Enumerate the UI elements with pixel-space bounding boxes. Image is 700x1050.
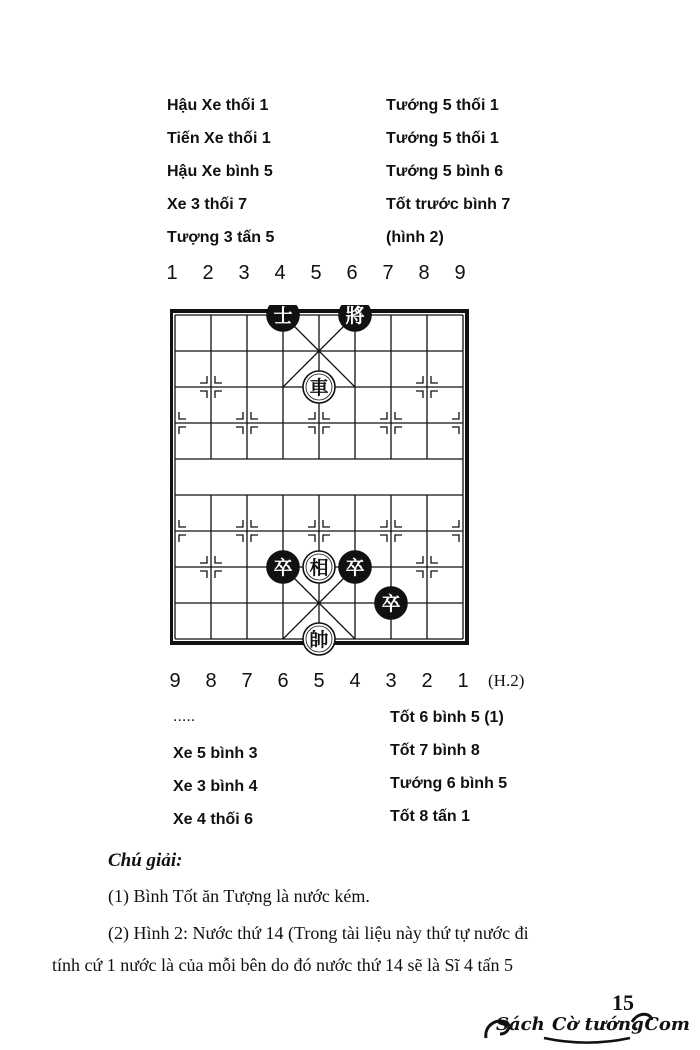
position-marker [416, 376, 423, 383]
black-piece [267, 551, 299, 583]
position-marker [236, 520, 243, 527]
piece-label: 帥 [309, 629, 329, 651]
position-marker [308, 535, 315, 542]
watermark-text-1: Sách [496, 1014, 545, 1035]
black-piece [267, 305, 299, 331]
position-marker [200, 571, 207, 578]
move-line: Hậu Xe thối 1 [167, 97, 269, 114]
board-grid [171, 311, 467, 643]
position-marker [251, 412, 258, 419]
position-marker [251, 427, 258, 434]
file-number: 5 [313, 670, 325, 692]
position-marker [416, 391, 423, 398]
file-number: 5 [310, 262, 322, 284]
file-number: 1 [457, 670, 469, 692]
position-marker [179, 535, 186, 542]
figure-reference: (H.2) [488, 671, 525, 690]
moves-top-right [386, 89, 510, 254]
piece-label: 相 [309, 557, 329, 579]
position-marker [395, 520, 402, 527]
file-number: 9 [169, 670, 181, 692]
position-marker [215, 556, 222, 563]
file-number: 3 [238, 262, 250, 284]
position-marker [251, 520, 258, 527]
position-marker [452, 427, 459, 434]
move-line: Tốt trước bình 7 [386, 196, 511, 213]
moves-bottom-left [173, 737, 257, 836]
position-marker [179, 427, 186, 434]
position-marker [431, 376, 438, 383]
black-piece [339, 305, 371, 331]
position-marker [323, 520, 330, 527]
move-line: Xe 4 thối 6 [173, 811, 254, 828]
move-line: Xe 3 bình 4 [173, 778, 258, 795]
piece-label: 將 [345, 305, 365, 327]
position-marker [308, 520, 315, 527]
move-line: Xe 3 thối 7 [167, 196, 248, 213]
page-number: 15 [612, 990, 634, 1015]
position-marker [179, 520, 186, 527]
ellipsis: ..... [173, 708, 196, 725]
position-marker [200, 391, 207, 398]
note-2-line-2: tính cứ 1 nước là của mỗi bên do đó nước thứ 14 sẽ là Sĩ 4 tấn 5 [52, 955, 513, 975]
position-marker [251, 535, 258, 542]
position-marker [236, 535, 243, 542]
file-number: 4 [349, 670, 361, 692]
position-marker [323, 427, 330, 434]
position-marker [323, 535, 330, 542]
red-piece [303, 371, 335, 403]
move-line: Hậu Xe bình 5 [167, 163, 273, 180]
file-number: 1 [166, 262, 178, 284]
move-line: Tốt 8 tấn 1 [390, 808, 471, 825]
move-line: Tướng 6 bình 5 [390, 775, 508, 792]
position-marker [215, 391, 222, 398]
position-marker [308, 427, 315, 434]
black-piece [339, 551, 371, 583]
position-marker [431, 391, 438, 398]
move-line: Tướng 5 thối 1 [386, 130, 499, 147]
piece-label: 卒 [381, 593, 401, 615]
watermark-text-3: . Com [632, 1014, 690, 1035]
file-number: 2 [202, 262, 214, 284]
piece-label: 車 [309, 377, 329, 399]
position-marker [380, 427, 387, 434]
position-marker [395, 412, 402, 419]
piece-label: 卒 [273, 557, 293, 579]
red-piece [303, 623, 335, 655]
moves-bottom-right [390, 701, 507, 833]
file-number: 7 [382, 262, 394, 284]
file-number: 6 [346, 262, 358, 284]
move-line: Tiến Xe thối 1 [167, 130, 271, 147]
move-line: Xe 5 bình 3 [173, 745, 258, 762]
position-marker [380, 520, 387, 527]
position-marker [380, 535, 387, 542]
file-number: 7 [241, 670, 253, 692]
position-marker [452, 535, 459, 542]
file-number: 3 [385, 670, 397, 692]
position-marker [200, 556, 207, 563]
position-marker [395, 535, 402, 542]
file-number: 8 [418, 262, 430, 284]
position-marker [431, 556, 438, 563]
position-marker [215, 376, 222, 383]
note-1: (1) Bình Tốt ăn Tượng là nước kém. [108, 886, 370, 906]
watermark-text-2: Cờ tướng [552, 1014, 644, 1035]
position-marker [215, 571, 222, 578]
position-marker [416, 571, 423, 578]
position-marker [431, 571, 438, 578]
position-marker [452, 520, 459, 527]
file-number: 6 [277, 670, 289, 692]
note-2-line-1: (2) Hình 2: Nước thứ 14 (Trong tài liệu này thứ tự nước đi [108, 923, 529, 943]
move-line: Tượng 3 tấn 5 [167, 229, 275, 246]
position-marker [323, 412, 330, 419]
file-number: 8 [205, 670, 217, 692]
notes-title: Chú giải: [108, 850, 183, 871]
position-marker [236, 412, 243, 419]
position-marker [395, 427, 402, 434]
position-marker [452, 412, 459, 419]
position-marker [380, 412, 387, 419]
red-piece [303, 551, 335, 583]
position-marker [200, 376, 207, 383]
piece-label: 卒 [345, 557, 365, 579]
file-number: 2 [421, 670, 433, 692]
position-marker [308, 412, 315, 419]
file-number: 4 [274, 262, 286, 284]
move-line: (hình 2) [386, 229, 444, 246]
position-marker [236, 427, 243, 434]
move-line: Tướng 5 thối 1 [386, 97, 499, 114]
position-marker [179, 412, 186, 419]
moves-top-left [167, 89, 274, 254]
xiangqi-board [170, 305, 470, 660]
move-line: Tốt 7 bình 8 [390, 742, 480, 759]
watermark-logo [482, 1008, 694, 1046]
move-line: Tốt 6 bình 5 (1) [390, 709, 504, 726]
black-piece [375, 587, 407, 619]
move-line: Tướng 5 bình 6 [386, 163, 504, 180]
piece-label: 士 [273, 305, 293, 327]
file-number: 9 [454, 262, 466, 284]
position-marker [416, 556, 423, 563]
